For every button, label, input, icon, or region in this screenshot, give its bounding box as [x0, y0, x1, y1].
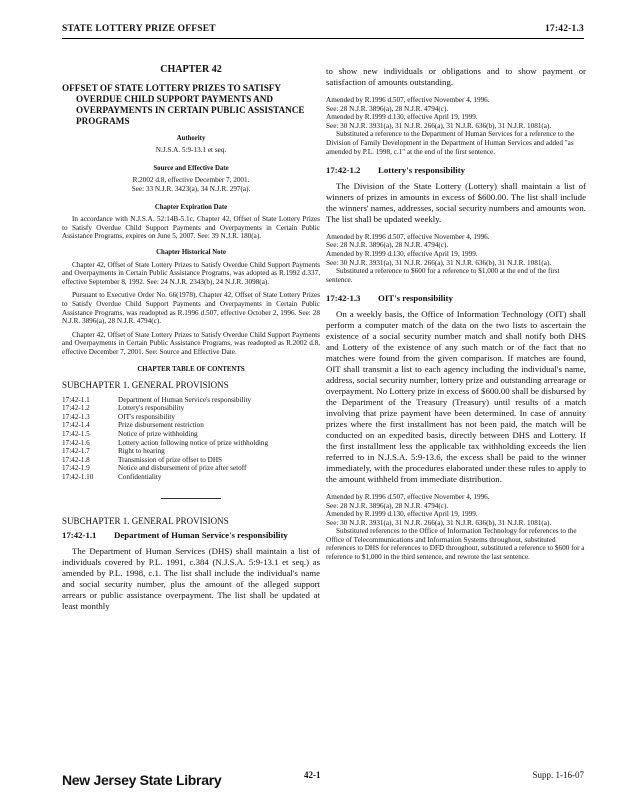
expiration-heading: Chapter Expiration Date	[154, 203, 228, 211]
source-heading: Source and Effective Date	[153, 164, 229, 172]
section-1-1-history: Amended by R.1996 d.507, effective November 4, 1996. See: 28 N.J.R. 3896(a), 28 N.J.R. 4794(c). Amended by R.1999 d.130, effective April 19, 1999. See: 30 N.J.R. 3931(a), 31 N.J.R. 266(a), 31 N.J.R. 636(b), 31 N.J.R. 1081(a). Substituted a reference to the Department of Human Services for a reference to the Division of Family Development in the Department of Human Services and added "as amended by P.L. 1998, c.1" at the end of the first sentence.	[326, 96, 575, 156]
historical-note-heading: Chapter Historical Note	[156, 248, 226, 256]
running-header	[62, 22, 584, 39]
toc-row[interactable]: 17:42-1.9 Notice and disbursement of prize after setoff	[62, 464, 247, 473]
toc-row[interactable]: 17:42-1.6 Lottery action following notice of prize withholding	[62, 438, 269, 447]
toc-row[interactable]: 17:42-1.5 Notice of prize withholding	[62, 430, 198, 439]
header-section: 17:42-1.3	[544, 24, 584, 34]
toc-heading: CHAPTER TABLE OF CONTENTS	[137, 366, 245, 374]
subchapter-heading: SUBCHAPTER 1. GENERAL PROVISIONS	[62, 515, 229, 526]
toc-row[interactable]: 17:42-1.3 OIT's responsibility	[62, 412, 175, 421]
section-heading-1-2: 17:42-1.2 Lottery's responsibility	[326, 165, 466, 176]
section-1-1-body: The Department of Human Services (DHS) shall maintain a list of individuals covered by P.L. 1991, c.384 (N.J.S.A. 5:9-13.1 et seq.) as amended by P.L. 1998, c.1. The list shall include the individual's name and social security number, plus the amount of the alleged support arrears or public assistance overpayment. The list shall be updated at least monthly	[62, 545, 320, 611]
historical-note-2: Pursuant to Executive Order No. 66(1978), Chapter 42, Offset of State Lottery Prizes to Satisfy Overdue Child Support Payments and Overpayments in Certain Public Assistance Programs, was readopted as R.1996 d.507, effective October 2, 1996. See: 28 N.J.R. 3896(a), 28 N.J.R. 4794(c).	[62, 291, 320, 326]
historical-note-3: Chapter 42, Offset of State Lottery Prizes to Satisfy Overdue Child Support Payments and Overpayments in Certain Public Assistance Programs, was readopted as R.2002 d.8, effective December 7, 2001. See: Source and Effective Date.	[62, 330, 320, 356]
section-1-2-history: Amended by R.1996 d.507, effective November 4, 1996. See: 28 N.J.R. 3896(a), 28 N.J.R. 4794(c). Amended by R.1999 d.130, effective April 19, 1999. See: 30 N.J.R. 3931(a), 31 N.J.R. 266(a), 31 N.J.R. 636(b), 31 N.J.R. 1081(a). Substituted a reference to $600 for a reference to $1,000 at the end of the first sentence.	[326, 232, 560, 284]
source-line-1: R.2002 d.8, effective December 7, 2001.	[132, 176, 250, 185]
left-column	[62, 66, 320, 620]
section-heading-1-1: 17:42-1.1 Department of Human Service's responsibility	[62, 530, 288, 541]
supplement-date: Supp. 1-16-07	[532, 770, 584, 780]
section-1-3-body: On a weekly basis, the Office of Information Technology (OIT) shall perform a computer match of the data on the two lists to ascertain the existence of a social security number match and shall notify both DHS and Lottery of the existence of any such match or of the fact that no matches were found from the given comparison. If matches are found, OIT shall transmit a list to each agency including the individual's name, address, social security number, lottery prize and outstanding arrearage or overpayment. No Lottery prize in excess of $600.00 shall be disbursed by the Department of the Treasury (Treasury) until results of a match involving that prize payment have been determined. In case of annuity prizes where the first installment has not been paid, the match will be conducted on an expedited basis, directly between DHS and Lottery. If the first installment less the applicable tax withholding exceeds the lien referred to in N.J.S.A. 5:9-13.6, the excess shall be paid to the winner immediately, with the procedures elaborated under these rules to apply to the amount withheld from immediate distribution.	[326, 308, 586, 484]
right-column	[326, 66, 586, 572]
source-line-2: See: 33 N.J.R. 3423(a), 34 N.J.R. 297(a).	[131, 184, 251, 193]
toc-row[interactable]: 17:42-1.8 Transmission of prize offset to DHS	[62, 455, 223, 464]
chapter-number: CHAPTER 42	[160, 64, 222, 75]
toc-row[interactable]: 17:42-1.4 Prize disbursement restriction	[62, 421, 204, 430]
divider	[161, 498, 221, 499]
header-title: STATE LOTTERY PRIZE OFFSET	[62, 24, 216, 34]
toc-row[interactable]: 17:42-1.7 Right to hearing	[62, 447, 165, 456]
authority-text: N.J.S.A. 5:9-13.1 et seq.	[155, 146, 227, 155]
toc-list	[62, 396, 320, 482]
section-1-1-body-cont: to show new individuals or obligations and to show payment or satisfaction of amounts outstanding.	[326, 66, 586, 87]
authority-heading: Authority	[176, 134, 206, 142]
library-stamp: New Jersey State Library	[62, 772, 222, 788]
expiration-text: In accordance with N.J.S.A. 52:14B-5.1c, Chapter 42, Offset of State Lottery Prizes to Satisfy Overdue Child Support Payments and Overpayments in Certain Public Assistance Programs, expires on June 5, 2007. See: 39 N.J.R. 180(a).	[62, 215, 320, 241]
toc-row[interactable]: 17:42-1.1 Department of Human Service's responsibility	[62, 395, 252, 404]
chapter-title: OFFSET OF STATE LOTTERY PRIZES TO SATISFY OVERDUE CHILD SUPPORT PAYMENTS AND OVERPAYMENTS IN CERTAIN PUBLIC ASSISTANCE PROGRAMS	[62, 82, 305, 126]
page-number: 42-1	[304, 770, 321, 780]
section-1-2-body: The Division of the State Lottery (Lottery) shall maintain a list of winners of prizes in amounts in excess of $600.00. The list shall include the winners' names, addresses, social security numbers and amounts won. The list shall be updated weekly.	[326, 180, 586, 224]
toc-subchapter: SUBCHAPTER 1. GENERAL PROVISIONS	[62, 380, 229, 391]
toc-row[interactable]: 17:42-1.2 Lottery's responsibility	[62, 404, 185, 413]
toc-row[interactable]: 17:42-1.10 Confidentiality	[62, 473, 162, 481]
section-heading-1-3: 17:42-1.3 OIT's responsibility	[326, 293, 453, 304]
section-1-3-history: Amended by R.1996 d.507, effective November 4, 1996. See: 28 N.J.R. 3896(a), 28 N.J.R. 4794(c). Amended by R.1999 d.130, effective April 19, 1999. See: 30 N.J.R. 3931(a), 31 N.J.R. 266(a), 31 N.J.R. 636(b), 31 N.J.R. 1081(a). Substituted references to the Office of Information Technology for references to the Office of Telecommunications and Information Systems throughout, substituted references to DHS for references to DFD throughout, substituted a reference to $600 for a reference to $1,000 in the third sentence, and rewrote the last sentence.	[326, 492, 585, 562]
historical-note-1: Chapter 42, Offset of State Lottery Prizes to Satisfy Overdue Child Support Payments and Overpayments in Certain Public Assistance Programs, was adopted as R.1992 d.337, effective September 8, 1992. See: 24 N.J.R. 2343(b), 24 N.J.R. 3098(a).	[62, 260, 320, 286]
